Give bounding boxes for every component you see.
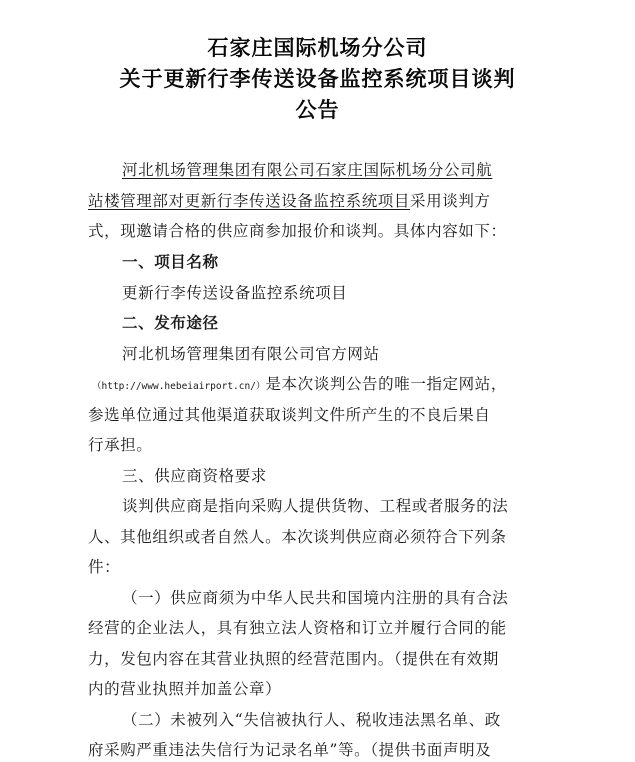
title-line-3: 公告 (295, 98, 340, 122)
item-2-line-1: （二）未被列入“失信被执行人、税收违法黑名单、政 (122, 711, 501, 729)
section-2-body-4: 行承担。 (88, 436, 153, 454)
section-2-body-1: 河北机场管理集团有限公司官方网站 (122, 345, 380, 363)
title-line-1: 石家庄国际机场分公司 (207, 36, 428, 60)
item-1-line-3: 力，发包内容在其营业执照的经营范围内。（提供在有效期 (88, 650, 499, 668)
title-line-2: 关于更新行李传送设备监控系统项目谈判 (119, 67, 516, 91)
item-1-line-2: 经营的企业法人，具有独立法人资格和订立并履行合同的能 (88, 619, 507, 637)
intro-issuer: 河北机场管理集团有限公司石家庄国际机场分公司航 (122, 161, 493, 179)
section-2-body-3: 参选单位通过其他渠道获取谈判文件所产生的不良后果自 (88, 406, 491, 424)
intro-line-3: 式，现邀请合格的供应商参加报价和谈判。具体内容如下： (88, 222, 507, 240)
section-2-body-2 (92, 372, 507, 394)
section-3-heading: 三、供应商资格要求 (122, 467, 267, 485)
item-1-line-1: （一）供应商须为中华人民共和国境内注册的具有合法 (122, 589, 509, 607)
section-2-heading: 二、发布途径 (122, 314, 219, 332)
intro-department: 站楼管理部对 (88, 192, 185, 210)
section-1-heading: 一、项目名称 (122, 253, 219, 271)
section-3-p1-line-3: 件： (88, 558, 121, 576)
website-url: （http://www.hebeiairport.cn/） (92, 381, 266, 392)
intro-method: 采用谈判方 (410, 192, 491, 210)
item-2-line-2: 府采购严重违法失信行为记录名单”等。（提供书面声明及 (88, 741, 492, 759)
section-2-body-2-rest: 是本次谈判公告的唯一指定网站， (265, 375, 507, 393)
item-1-line-4: 内的营业执照并加盖公章） (88, 680, 282, 698)
intro-line-1 (122, 158, 492, 180)
section-1-body: 更新行李传送设备监控系统项目 (122, 284, 348, 302)
intro-project-name: 更新行李传送设备监控系统项目 (184, 192, 411, 210)
intro-line-2 (88, 189, 491, 211)
section-3-p1-line-2: 人、其他组织或者自然人。本次谈判供应商必须符合下列条 (88, 528, 507, 546)
section-3-p1-line-1: 谈判供应商是指向采购人提供货物、工程或者服务的法 (122, 497, 509, 515)
